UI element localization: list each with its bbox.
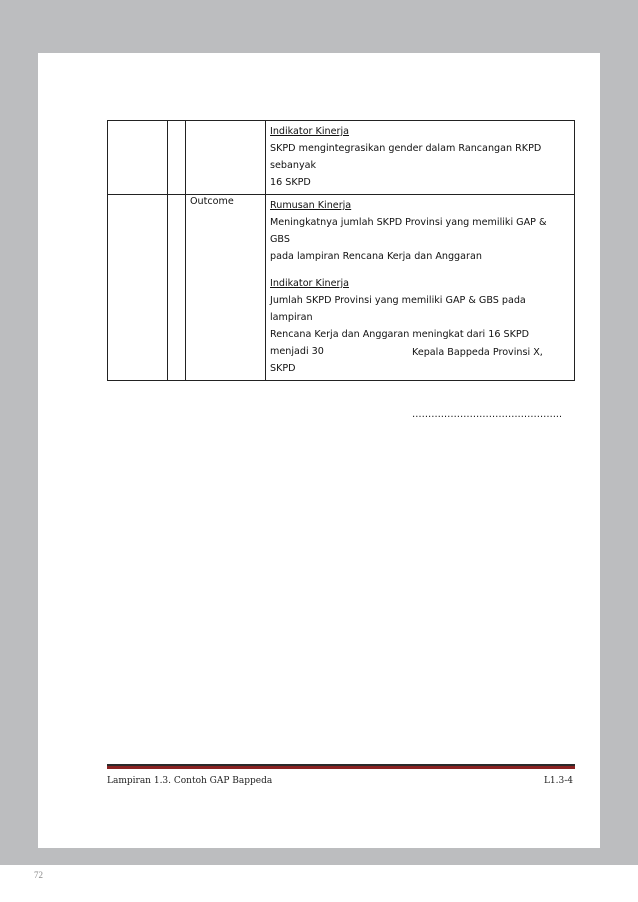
table-row [108, 121, 575, 195]
footer-rule-accent [107, 766, 575, 769]
table-cell-empty [108, 121, 168, 195]
signature-block [412, 347, 562, 420]
table-cell-content [266, 121, 575, 195]
text-line: 16 SKPD [270, 177, 311, 188]
spacer [270, 265, 568, 275]
text-line: SKPD [270, 363, 296, 374]
rumusan-kinerja-heading: Rumusan Kinerja [270, 200, 352, 211]
indikator-kinerja-heading: Indikator Kinerja [270, 126, 349, 137]
table-cell-level: Outcome [186, 195, 266, 381]
text-line: Jumlah SKPD Provinsi yang memiliki GAP & GBS pada lampiran [270, 295, 526, 323]
indikator-kinerja-heading: Indikator Kinerja [270, 278, 349, 289]
gap-table [107, 120, 575, 381]
text-line: SKPD mengintegrasikan gender dalam Rancangan RKPD sebanyak [270, 143, 542, 171]
text-line: pada lampiran Rencana Kerja dan Anggaran [270, 251, 482, 262]
footer-page-code: L1.3-4 [543, 776, 573, 786]
table-cell-empty [108, 195, 168, 381]
footer-title: Lampiran 1.3. Contoh GAP Bappeda [107, 776, 273, 786]
table-cell-level [186, 121, 266, 195]
page-number: 72 [34, 870, 43, 880]
signatory-name-placeholder: ……………………………………….. [412, 409, 563, 420]
text-line: Meningkatnya jumlah SKPD Provinsi yang memiliki GAP & GBS [270, 217, 547, 245]
text-line: Rencana Kerja dan Anggaran meningkat dari 16 SKPD menjadi 30 [270, 329, 530, 357]
table-cell-empty [168, 195, 186, 381]
table-cell-empty [168, 121, 186, 195]
signatory-title: Kepala Bappeda Provinsi X, [412, 347, 543, 358]
